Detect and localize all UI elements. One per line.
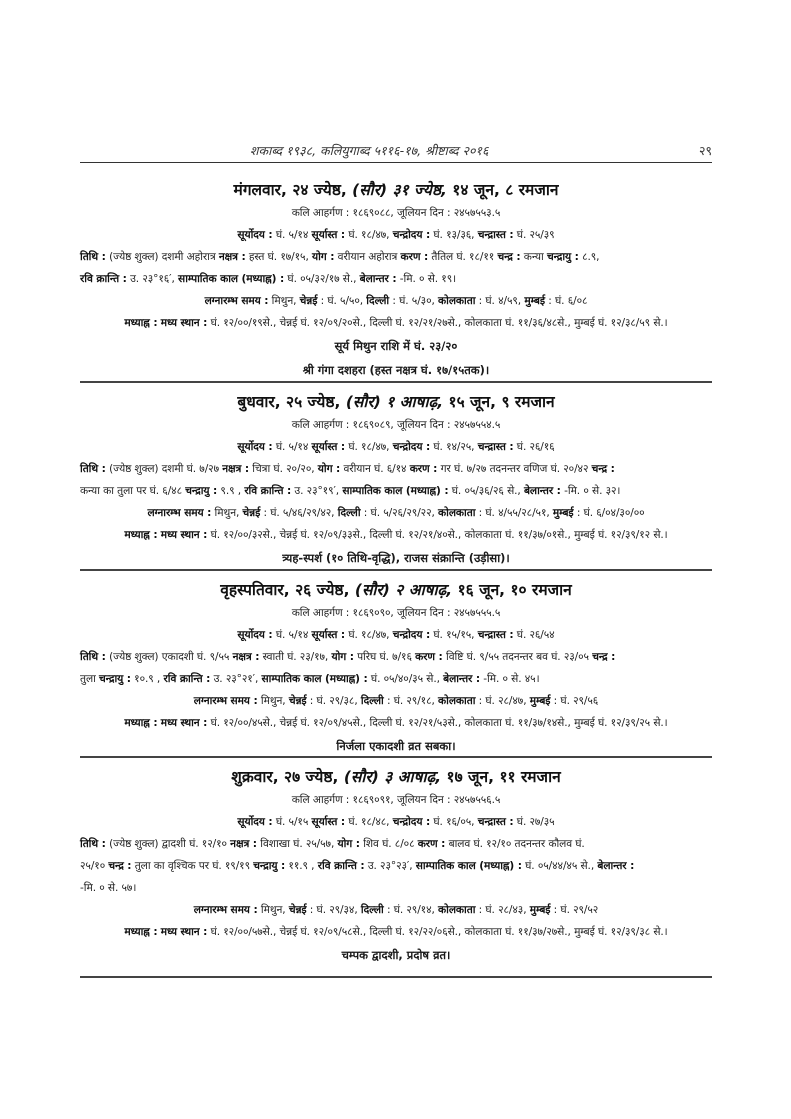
chandrayu-value: ८.९,	[582, 251, 600, 263]
sunset-label: सूर्यास्त :	[311, 629, 346, 641]
madhyahn-label: मध्याह्न :	[124, 926, 158, 938]
lagna-mumbai: घं. २९/५६	[560, 695, 599, 707]
tithi-value: (ज्येष्ठ शुक्ल) द्वादशी घं. १२/१०	[109, 838, 227, 850]
belantar-value: -मि. ० से. ५७।	[80, 882, 137, 894]
ravi-kranti-label: रवि क्रान्ति :	[80, 273, 127, 285]
chandra-label: चन्द्र :	[592, 651, 616, 663]
festival-note: त्र्यह-स्पर्श (१० तिथि-वृद्धि), राजस संक्रान्ति (उड़ीसा)।	[282, 551, 510, 565]
lagnarambh-label: लग्नारम्भ समय :	[147, 507, 212, 519]
nakshatra-label: नक्षत्र :	[222, 463, 250, 475]
chennai-label: चेन्नई	[299, 295, 318, 307]
tithi-label: तिथि :	[80, 651, 106, 663]
lagna-rashi: मिथुन,	[271, 295, 297, 307]
saur-date: (सौर) १ आषाढ़,	[345, 393, 444, 411]
festival-note: निर्जला एकादशी व्रत सबका।	[336, 739, 456, 753]
madhya-sthan-value: घं. १२/००/३२से.,	[210, 529, 277, 541]
madhyahn-label: मध्याह्न :	[124, 717, 158, 729]
samapatik-kaal-value: घं. ०५/३६/२६ से.,	[451, 485, 521, 497]
kali-ahargan-label: कलि आहर्गण :	[291, 794, 350, 806]
julian-day-value: २४५७५५४.५	[453, 419, 501, 431]
ahargan-line	[80, 202, 712, 224]
madhya-sthan-value: घं. १२/००/४५से.,	[210, 717, 277, 729]
sun-moon-line	[80, 436, 712, 458]
karana-label: करण :	[415, 651, 443, 663]
ravi-kranti-value: उ. २३°१९′,	[294, 485, 340, 497]
running-title: शकाब्द १९३८, कलियुगाब्द ५११६-१७, श्रीष्टाब्द २०१६	[250, 143, 489, 158]
chandra-value: तुला का वृश्चिक पर घं. १९/१९	[134, 860, 250, 872]
weekday: शुक्रवार,	[231, 768, 279, 786]
gregorian-date: १७ जून,	[446, 768, 495, 786]
madhyahn-chennai: घं. १२/०९/५८से.,	[300, 926, 367, 938]
madhyahn-chennai: घं. १२/०९/२०से.,	[300, 317, 367, 329]
kali-ahargan-value: १८६९०८९,	[352, 419, 394, 431]
saur-date: (सौर) ३ आषाढ़,	[343, 768, 442, 786]
madhyahn-chennai: घं. १२/०९/३३से.,	[300, 529, 367, 541]
moonset-label: चन्द्रास्त :	[477, 441, 514, 453]
sunset-value: घं. १८/४७,	[348, 629, 390, 641]
delhi-label: दिल्ली	[369, 926, 393, 938]
mumbai-label: मुम्बई	[529, 695, 551, 707]
delhi-label: दिल्ली	[369, 317, 393, 329]
belantar-label: बेलान्तर :	[443, 673, 480, 685]
karana-label: करण :	[409, 463, 438, 475]
moonset-value: घं. २६/५४	[516, 629, 555, 641]
delhi-label: दिल्ली	[337, 507, 361, 519]
mumbai-label: मुम्बई	[574, 926, 595, 938]
gregorian-date: १४ जून,	[452, 181, 500, 199]
tithi-line	[80, 833, 712, 855]
madhyahn-label: मध्याह्न :	[124, 529, 158, 541]
madhya-sthan-label: मध्य स्थान :	[160, 717, 208, 729]
moonset-value: घं. २५/३९	[516, 229, 555, 241]
chennai-label: चेन्नई	[279, 317, 298, 329]
lagna-kolkata: घं. ४/५९,	[485, 295, 522, 307]
chennai-label: चेन्नई	[279, 529, 298, 541]
sun-moon-line	[80, 224, 712, 246]
ravi-kranti-label: रवि क्रान्ति :	[163, 673, 211, 685]
madhyahn-chennai: घं. १२/०९/४५से.,	[300, 717, 367, 729]
weekday: मंगलवार,	[233, 181, 287, 199]
chennai-label: चेन्नई	[288, 904, 307, 916]
nakshatra-label: नक्षत्र :	[232, 651, 260, 663]
tithi-value: (ज्येष्ठ शुक्ल) दशमी घं. ७/२७	[109, 463, 219, 475]
yoga-value: वरीयान घं. ६/१४	[343, 463, 407, 475]
section-divider	[80, 756, 712, 758]
karana-value-continued: २५/१०	[80, 860, 106, 872]
yoga-value: वरीयान अहोरात्र	[337, 251, 398, 263]
lagna-chennai: घं. ५/४६/२९/४२,	[270, 507, 335, 519]
kali-ahargan-value: १८६९०९१,	[352, 794, 394, 806]
lagna-mumbai: घं. २९/५२	[560, 904, 599, 916]
page-number: २९	[698, 143, 712, 158]
madhyahn-line	[80, 312, 712, 334]
lagna-kolkata: घं. २८/४३,	[485, 904, 527, 916]
moonset-value: घं. २७/३५	[516, 816, 555, 828]
ahargan-line	[80, 789, 712, 811]
madhyahn-mumbai: घं. १२/३९/१२ से.।	[597, 529, 668, 541]
kranti-line	[80, 480, 712, 502]
belantar-label: बेलान्तर :	[523, 485, 561, 497]
samapatik-kaal-label: साम्पातिक काल (मध्याह्न) :	[178, 273, 285, 285]
day-title	[80, 178, 712, 202]
kolkata-label: कोलकाता	[438, 695, 476, 707]
lagna-rashi: मिथुन,	[214, 507, 240, 519]
delhi-label: दिल्ली	[360, 695, 384, 707]
weekday: बुधवार,	[237, 393, 281, 411]
gregorian-date: १५ जून,	[448, 393, 497, 411]
chandra-line	[80, 855, 712, 877]
kranti-line	[80, 668, 712, 690]
lunar-date: २७ ज्येष्ठ,	[284, 768, 339, 786]
belantar-value: -मि. ० से. १९।	[399, 273, 457, 285]
ravi-kranti-value: उ. २३°२३′,	[367, 860, 413, 872]
festival-note: चम्पक द्वादशी, प्रदोष व्रत।	[341, 948, 451, 962]
moonset-label: चन्द्रास्त :	[477, 816, 514, 828]
section-divider	[80, 976, 712, 978]
lagnarambh-label: लग्नारम्भ समय :	[193, 904, 258, 916]
madhyahn-kolkata: घं. ११/३७/२७से.,	[505, 926, 571, 938]
kali-ahargan-value: १८६९०९०,	[352, 607, 394, 619]
madhyahn-delhi: घं. १२/२२/०६से.,	[395, 926, 462, 938]
moonrise-label: चन्द्रोदय :	[392, 229, 431, 241]
nakshatra-label: नक्षत्र :	[230, 838, 257, 850]
chandrayu-label: चन्द्रायु :	[185, 485, 218, 497]
samapatik-kaal-label: साम्पातिक काल (मध्याह्न) :	[342, 485, 449, 497]
kolkata-label: कोलकाता	[464, 529, 502, 541]
madhyahn-mumbai: घं. १२/३८/५९ से.।	[597, 317, 668, 329]
sunset-label: सूर्यास्त :	[311, 816, 346, 828]
day-entry	[80, 578, 712, 758]
running-header	[80, 140, 712, 163]
kolkata-label: कोलकाता	[464, 926, 502, 938]
tithi-line	[80, 646, 712, 668]
madhya-sthan-value: घं. १२/००/५७से.,	[210, 926, 277, 938]
belantar-value: -मि. ० से. ३२।	[564, 485, 621, 497]
chandra-label: चन्द्र :	[591, 463, 615, 475]
chandra-label: चन्द्र :	[108, 860, 132, 872]
hijri-date: ११ रमजान	[499, 768, 561, 786]
lagna-delhi: घं. २९/१८,	[393, 695, 435, 707]
yoga-label: योग :	[331, 651, 354, 663]
lagna-delhi: घं. ५/३०,	[399, 295, 435, 307]
section-divider	[80, 569, 712, 571]
moonrise-label: चन्द्रोदय :	[392, 441, 431, 453]
yoga-value: परिघ घं. ७/१६	[357, 651, 412, 663]
delhi-label: दिल्ली	[360, 904, 384, 916]
ravi-kranti-label: रवि क्रान्ति :	[244, 485, 292, 497]
chandrayu-label: चन्द्रायु :	[546, 251, 579, 263]
lagna-mumbai: घं. ६/०८	[555, 295, 588, 307]
belantar-label: बेलान्तर :	[597, 860, 635, 872]
madhyahn-delhi: घं. १२/२१/५३से.,	[395, 717, 462, 729]
samapatik-kaal-label: साम्पातिक काल (मध्याह्न) :	[415, 860, 522, 872]
chandrayu-label: चन्द्रायु :	[253, 860, 286, 872]
tithi-line	[80, 246, 712, 268]
madhyahn-line	[80, 712, 712, 734]
sunrise-value: घं. ५/१५	[275, 816, 309, 828]
day-entry	[80, 178, 712, 382]
chandra-value: कन्या का तुला पर घं. ६/४८	[80, 485, 183, 497]
sunrise-label: सूर्योदय :	[237, 229, 273, 241]
yoga-label: योग :	[312, 251, 335, 263]
belantar-value: -मि. ० से. ४५।	[483, 673, 540, 685]
nakshatra-value: हस्त घं. १७/१५,	[248, 251, 309, 263]
mumbai-label: मुम्बई	[574, 317, 595, 329]
hijri-date: ८ रमजान	[505, 181, 559, 199]
karana-value: तैतिल घं. १८/११	[431, 251, 495, 263]
kolkata-label: कोलकाता	[438, 904, 476, 916]
kali-ahargan-value: १८६९०८८,	[352, 207, 394, 219]
moonset-label: चन्द्रास्त :	[477, 629, 514, 641]
lagna-chennai: घं. ५/५०,	[327, 295, 364, 307]
sunrise-value: घं. ५/१४	[275, 441, 309, 453]
delhi-label: दिल्ली	[366, 295, 390, 307]
sunset-value: घं. १८/४८,	[348, 816, 390, 828]
madhyahn-label: मध्याह्न :	[124, 317, 158, 329]
mumbai-label: मुम्बई	[574, 717, 595, 729]
madhya-sthan-value: घं. १२/००/१९से.,	[210, 317, 277, 329]
mumbai-label: मुम्बई	[574, 529, 595, 541]
day-title	[80, 578, 712, 602]
festival-note: सूर्य मिथुन राशि में घं. २३/२०	[334, 339, 458, 353]
lagna-chennai: घं. २९/३८,	[316, 695, 358, 707]
julian-day-value: २४५७५५६.५	[453, 794, 501, 806]
ahargan-line	[80, 602, 712, 624]
sunrise-value: घं. ५/१४	[275, 229, 309, 241]
tithi-label: तिथि :	[80, 251, 106, 263]
chennai-label: चेन्नई	[242, 507, 261, 519]
yoga-label: योग :	[317, 463, 341, 475]
nakshatra-label: नक्षत्र :	[218, 251, 246, 263]
chennai-label: चेन्नई	[279, 926, 298, 938]
lagnarambh-label: लग्नारम्भ समय :	[204, 295, 269, 307]
kali-ahargan-label: कलि आहर्गण :	[291, 419, 350, 431]
julian-day-label: जूलियन दिन :	[396, 419, 451, 431]
julian-day-value: २४५७५५३.५	[453, 207, 501, 219]
moonrise-value: घं. १३/३६,	[433, 229, 475, 241]
kali-ahargan-label: कलि आहर्गण :	[291, 207, 350, 219]
kolkata-label: कोलकाता	[464, 317, 502, 329]
chandra-value: तुला	[80, 673, 96, 685]
lagna-chennai: घं. २९/३४,	[316, 904, 358, 916]
mumbai-label: मुम्बई	[529, 904, 551, 916]
belantar-label: बेलान्तर :	[359, 273, 397, 285]
chennai-label: चेन्नई	[288, 695, 307, 707]
lunar-date: २४ ज्येष्ठ,	[292, 181, 347, 199]
sun-moon-line	[80, 624, 712, 646]
nakshatra-value: चित्रा घं. २०/२०,	[252, 463, 315, 475]
ahargan-line	[80, 414, 712, 436]
chandrayu-label: चन्द्रायु :	[99, 673, 131, 685]
karana-label: करण :	[417, 838, 446, 850]
kali-ahargan-label: कलि आहर्गण :	[291, 607, 350, 619]
sunrise-label: सूर्योदय :	[237, 629, 273, 641]
kolkata-label: कोलकाता	[438, 507, 476, 519]
chennai-label: चेन्नई	[279, 717, 298, 729]
madhyahn-kolkata: घं. ११/३७/१४से.,	[505, 717, 571, 729]
hijri-date: १० रमजान	[510, 581, 572, 599]
sunrise-value: घं. ५/१४	[275, 629, 309, 641]
sunset-value: घं. १८/४७,	[348, 441, 390, 453]
ravi-kranti-label: रवि क्रान्ति :	[317, 860, 365, 872]
sunrise-label: सूर्योदय :	[237, 441, 273, 453]
chandra-value: कन्या	[523, 251, 544, 263]
julian-day-label: जूलियन दिन :	[396, 607, 451, 619]
samapatik-kaal-value: घं. ०५/३२/१७ से.,	[287, 273, 357, 285]
sunset-label: सूर्यास्त :	[311, 441, 346, 453]
madhyahn-kolkata: घं. ११/३७/०१से.,	[505, 529, 571, 541]
tithi-value: (ज्येष्ठ शुक्ल) दशमी अहोरात्र	[109, 251, 216, 263]
madhyahn-delhi: घं. १२/२१/४०से.,	[395, 529, 462, 541]
mumbai-label: मुम्बई	[552, 507, 574, 519]
tithi-label: तिथि :	[80, 838, 106, 850]
yoga-label: योग :	[337, 838, 360, 850]
lagnarambh-line: लग्नारम्भ समय : मिथुन, चेन्नई : घं. ५/५०, दिल्ली : घं. ५/३०, कोलकाता : घं. ४/५९, मुम्बई : घं. ६/०८	[204, 295, 588, 307]
moonset-value: घं. २६/१६	[516, 441, 555, 453]
nakshatra-value: स्वाती घं. २३/१७,	[262, 651, 329, 663]
sunrise-label: सूर्योदय :	[237, 816, 273, 828]
lagnarambh-line: लग्नारम्भ समय : मिथुन, चेन्नई : घं. ५/४६/२९/४२, दिल्ली : घं. ५/२६/२९/२२, कोलकाता : घं. ४/५५/२८/५१, मुम्बई : घं. ६/०४/३०/००	[147, 507, 645, 519]
julian-day-value: २४५७५५५.५	[453, 607, 501, 619]
saur-date: (सौर) २ आषाढ़,	[354, 581, 453, 599]
lagnarambh-line: लग्नारम्भ समय : मिथुन, चेन्नई : घं. २९/३८, दिल्ली : घं. २९/१८, कोलकाता : घं. २८/४७, मुम्बई : घं. २९/५६	[193, 695, 599, 707]
weekday: वृहस्पतिवार,	[220, 581, 290, 599]
section-divider	[80, 381, 712, 383]
yoga-value: शिव घं. ८/०८	[363, 838, 415, 850]
moonrise-value: घं. १५/१५,	[433, 629, 475, 641]
day-entry	[80, 765, 712, 967]
madhyahn-delhi: घं. १२/२१/२७से.,	[395, 317, 462, 329]
chandrayu-value: ९.९ ,	[220, 485, 242, 497]
day-title	[80, 390, 712, 414]
tithi-label: तिथि :	[80, 463, 106, 475]
saur-date: (सौर) ३१ ज्येष्ठ,	[352, 181, 447, 199]
julian-day-label: जूलियन दिन :	[396, 207, 451, 219]
samapatik-kaal-value: घं. ०५/४४/४५ से.,	[525, 860, 595, 872]
ravi-kranti-value: उ. २३°२१′,	[213, 673, 259, 685]
samapatik-kaal-label: साम्पातिक काल (मध्याह्न) :	[261, 673, 368, 685]
kolkata-label: कोलकाता	[438, 295, 476, 307]
lagna-delhi: घं. ५/२६/२९/२२,	[370, 507, 435, 519]
hijri-date: ९ रमजान	[501, 393, 555, 411]
lagnarambh-label: लग्नारम्भ समय :	[193, 695, 258, 707]
mumbai-label: मुम्बई	[524, 295, 545, 307]
madhya-sthan-label: मध्य स्थान :	[160, 926, 208, 938]
kolkata-label: कोलकाता	[464, 717, 502, 729]
madhyahn-line	[80, 921, 712, 943]
sunset-label: सूर्यास्त :	[311, 229, 346, 241]
lagnarambh-line: लग्नारम्भ समय : मिथुन, चेन्नई : घं. २९/३४, दिल्ली : घं. २९/१४, कोलकाता : घं. २८/४३, मुम्बई : घं. २९/५२	[193, 904, 599, 916]
chandra-label: चन्द्र :	[497, 251, 521, 263]
tithi-line	[80, 458, 712, 480]
karana-label: करण :	[400, 251, 429, 263]
moonrise-value: घं. १६/०५,	[433, 816, 475, 828]
nakshatra-value: विशाखा घं. २५/५७,	[260, 838, 335, 850]
karana-value: विष्टि घं. ९/५५ तदनन्तर बव घं. २३/०५	[445, 651, 589, 663]
gregorian-date: १६ जून,	[457, 581, 506, 599]
madhyahn-mumbai: घं. १२/३९/२५ से.।	[597, 717, 668, 729]
day-title	[80, 765, 712, 789]
lagna-kolkata: घं. २८/४७,	[485, 695, 527, 707]
moonrise-value: घं. १४/२५,	[433, 441, 475, 453]
lunar-date: २६ ज्येष्ठ,	[295, 581, 350, 599]
lunar-date: २५ ज्येष्ठ,	[286, 393, 341, 411]
sun-moon-line	[80, 811, 712, 833]
samapatik-kaal-value: घं. ०५/४०/३५ से.,	[370, 673, 440, 685]
delhi-label: दिल्ली	[369, 717, 393, 729]
festival-note: श्री गंगा दशहरा (हस्त नक्षत्र घं. १७/१५तक)।	[302, 363, 490, 377]
lagna-mumbai: घं. ६/०४/३०/००	[583, 507, 645, 519]
karana-value: बालव घं. १२/१० तदनन्तर कौलव घं.	[448, 838, 585, 850]
chandrayu-value: १०.९ ,	[134, 673, 161, 685]
moonrise-label: चन्द्रोदय :	[392, 816, 431, 828]
sunset-value: घं. १८/४७,	[348, 229, 390, 241]
kranti-line	[80, 268, 712, 290]
madhyahn-kolkata: घं. ११/३६/४८से.,	[505, 317, 571, 329]
lagna-delhi: घं. २९/१४,	[393, 904, 435, 916]
lagna-rashi: मिथुन,	[260, 695, 286, 707]
lagna-rashi: मिथुन,	[260, 904, 286, 916]
tithi-value: (ज्येष्ठ शुक्ल) एकादशी घं. ९/५५	[109, 651, 230, 663]
delhi-label: दिल्ली	[369, 529, 393, 541]
madhyahn-line	[80, 524, 712, 546]
madhya-sthan-label: मध्य स्थान :	[160, 317, 208, 329]
julian-day-label: जूलियन दिन :	[396, 794, 451, 806]
day-entry	[80, 390, 712, 570]
madhyahn-mumbai: घं. १२/३९/३८ से.।	[597, 926, 668, 938]
belantar-line	[80, 877, 712, 899]
chandrayu-value: ११.९ ,	[288, 860, 315, 872]
lagna-kolkata: घं. ४/५५/२८/५१,	[485, 507, 550, 519]
ravi-kranti-value: उ. २३°१६′,	[130, 273, 175, 285]
moonset-label: चन्द्रास्त :	[477, 229, 514, 241]
moonrise-label: चन्द्रोदय :	[392, 629, 431, 641]
karana-value: गर घं. ७/२७ तदनन्तर वणिज घं. २०/४२	[440, 463, 589, 475]
madhya-sthan-label: मध्य स्थान :	[160, 529, 208, 541]
